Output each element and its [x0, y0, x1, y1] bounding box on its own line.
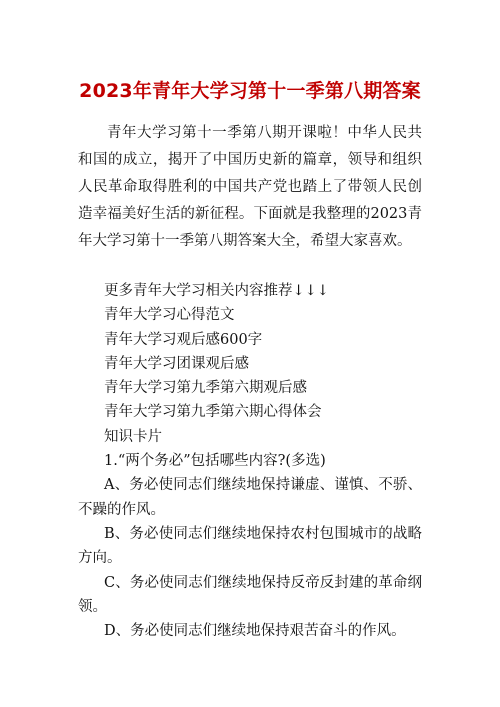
question-1: 1.“两个务必”包括哪些内容?(多选)	[104, 453, 326, 470]
recommend-link-5[interactable]: 青年大学习第九季第六期心得体会	[104, 404, 322, 421]
option-d: D、务必使同志们继续地保持艰苦奋斗的作风。	[104, 623, 406, 640]
recommend-link-1[interactable]: 青年大学习心得范文	[104, 307, 235, 324]
option-c: C、务必使同志们继续地保持反帝反封建的革命纲领。	[78, 574, 422, 615]
document-title: 2023年青年大学习第十一季第八期答案	[79, 80, 421, 102]
recommend-link-2[interactable]: 青年大学习观后感600字	[104, 331, 263, 348]
recommend-link-3[interactable]: 青年大学习团课观后感	[104, 355, 249, 372]
intro-paragraph: 青年大学习第十一季第八期开课啦！中华人民共和国的成立，揭开了中国历史新的篇章，领导和组织人民革命取得胜利的中国共产党也踏上了带领人民创造幸福美好生活的新征程。下面就是我整理的2023青年大学习第十一季第八期答案大全，希望大家喜欢。	[78, 125, 422, 249]
recommend-heading: 更多青年大学习相关内容推荐↓↓↓	[104, 283, 329, 299]
option-b: B、务必使同志们继续地保持农村包围城市的战略方向。	[78, 525, 422, 567]
option-a: A、务必使同志们继续地保持谦虚、谨慎、不骄、不躁的作风。	[78, 477, 422, 518]
content-list	[78, 279, 422, 643]
recommend-link-4[interactable]: 青年大学习第九季第六期观后感	[104, 380, 307, 397]
section-label: 知识卡片	[104, 428, 162, 445]
